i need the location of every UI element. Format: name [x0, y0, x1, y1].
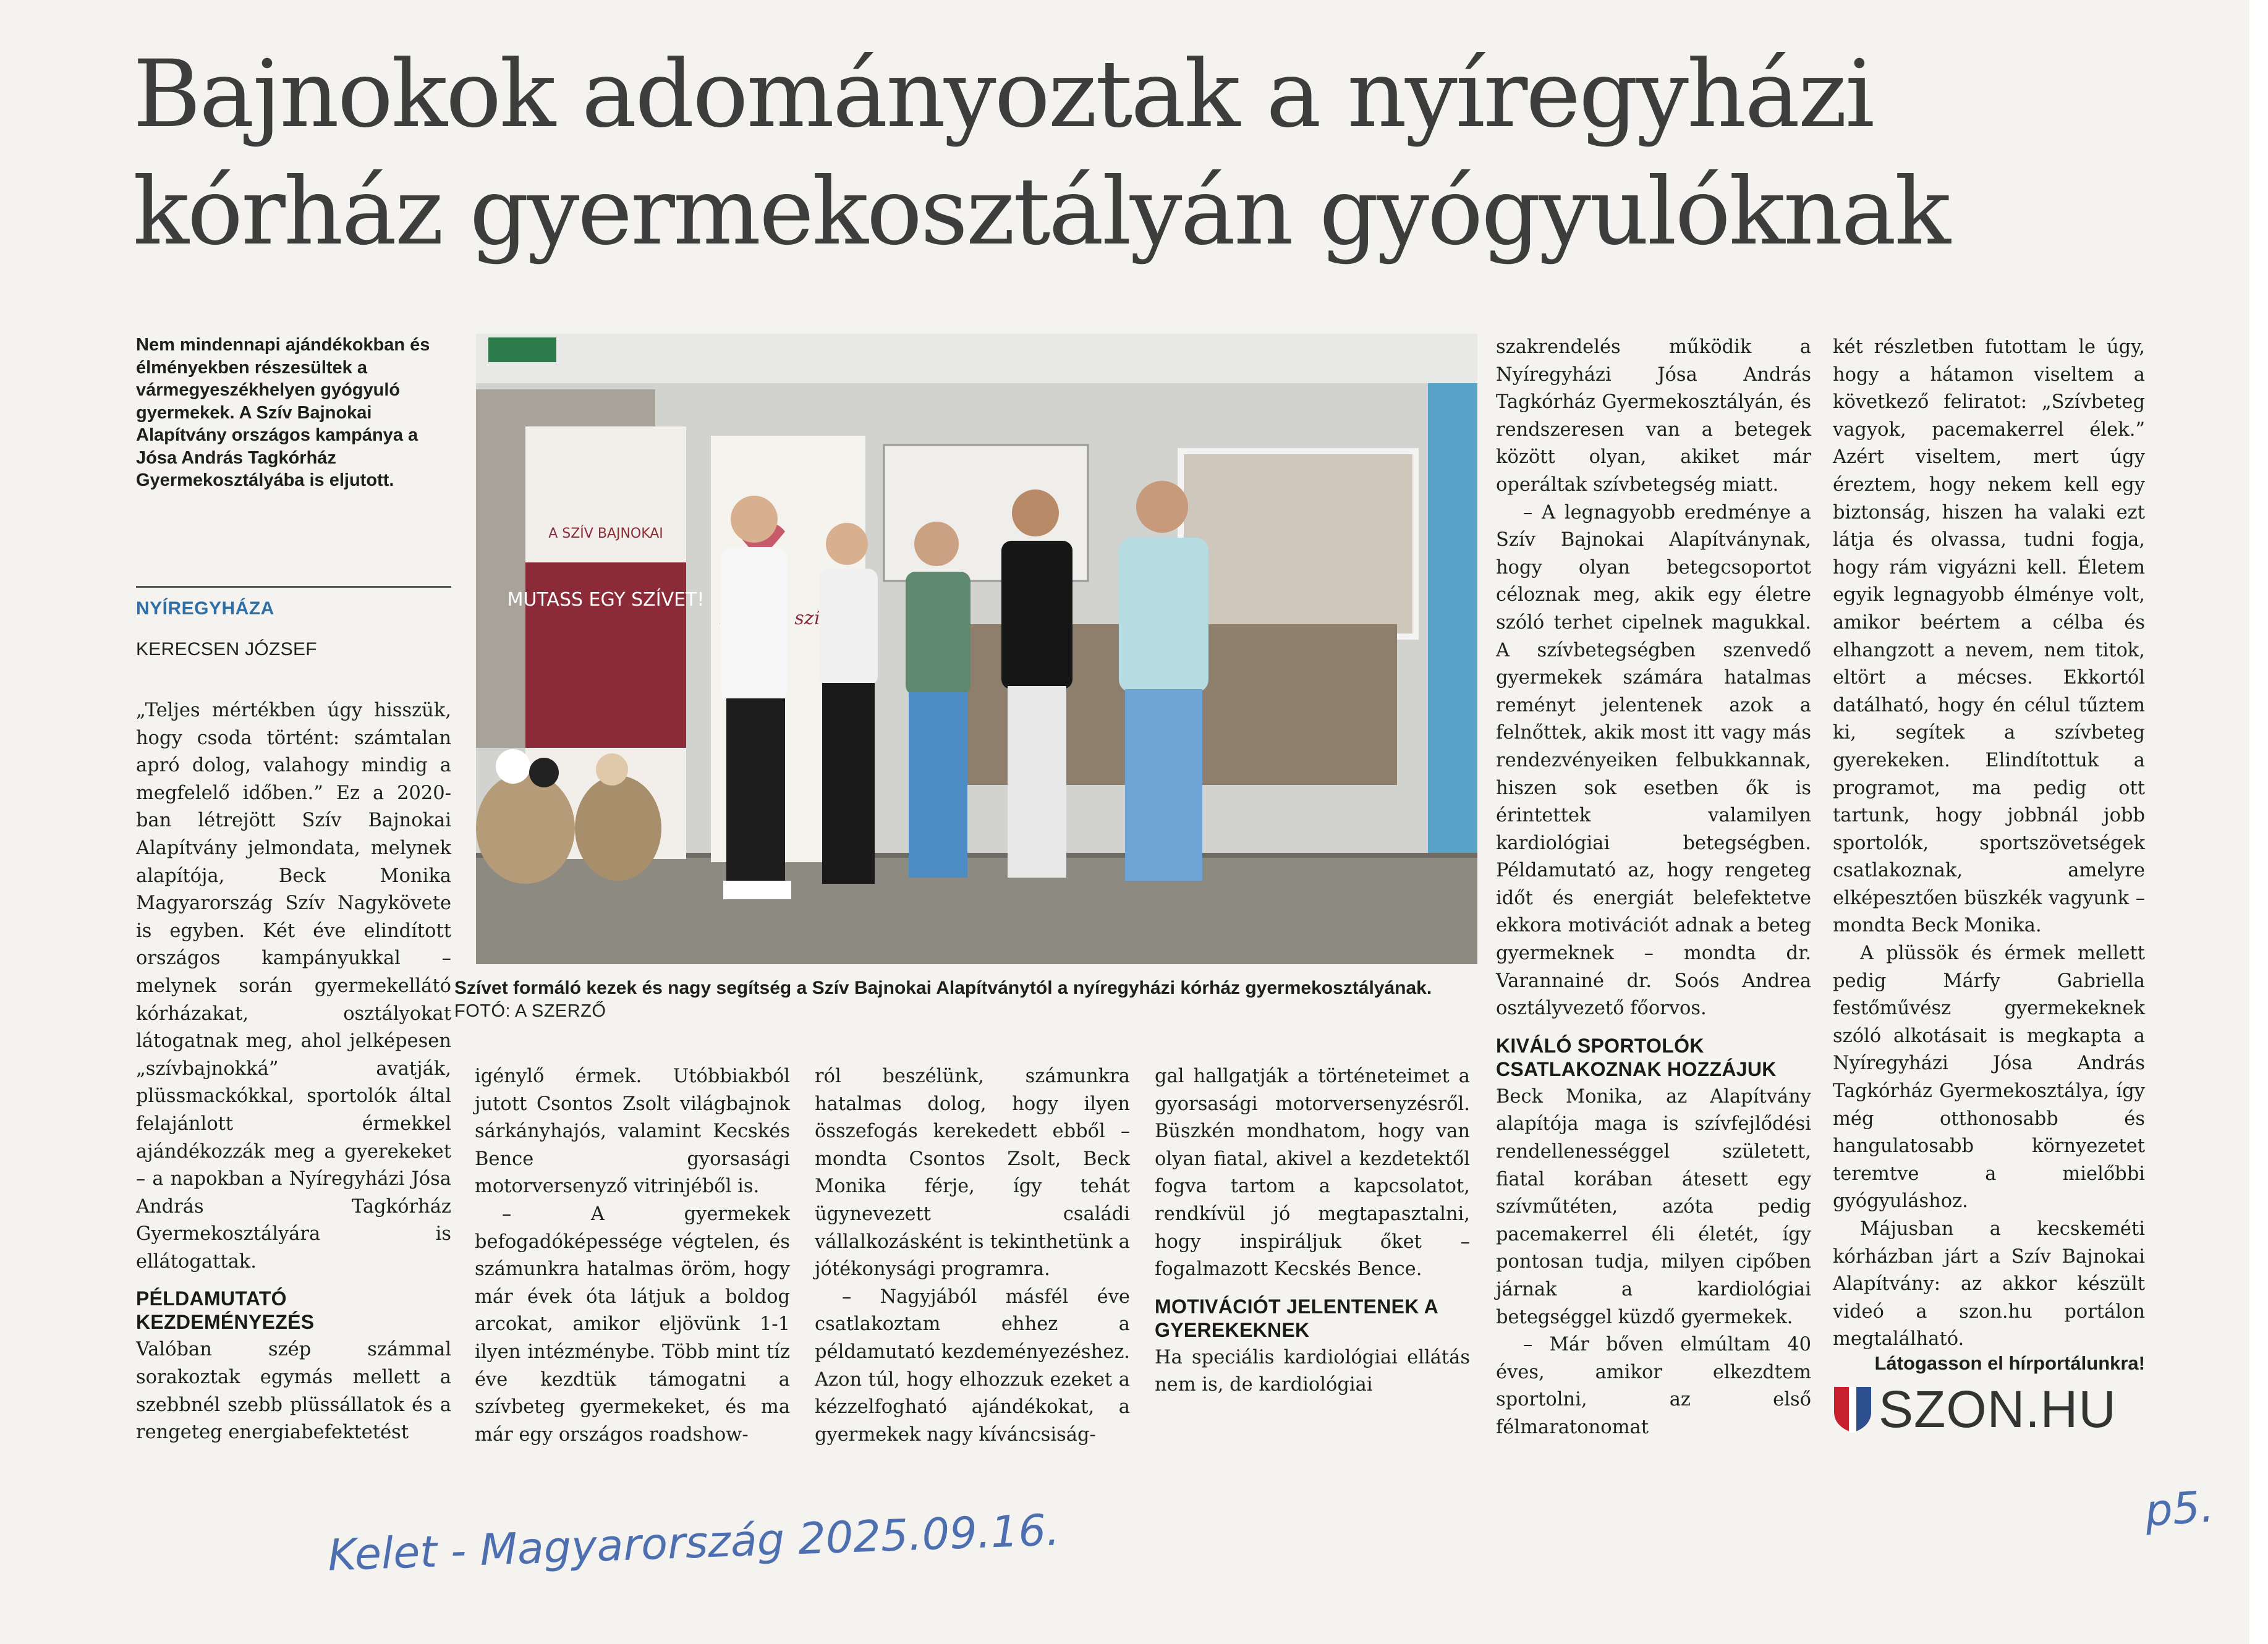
banner-mutass-text: MUTASS EGY SZÍVET!	[507, 589, 705, 611]
person	[1119, 481, 1208, 881]
author-byline: KERECSEN JÓZSEF	[136, 639, 317, 659]
plush-toy	[496, 749, 530, 784]
photo-caption	[454, 977, 1493, 1000]
body-paragraph: gal hallgatják a történeteimet a gyorsasági motorversenyzésről. Büszkén mondhatom, hogy van olyan fiatal, akivel a kezdetektől fogva tartom a kapcsolatot, rendkívül jó megtapasztalni, hogy inspiráljuk őket – fogalmazott Kecskés Bence.	[1155, 1066, 1470, 1281]
divider-rule	[136, 586, 451, 588]
body-paragraph: Májusban a kecskeméti kórházban járt a Szív Bajnokai Alapítvány: az akkor készült videó a szon.hu portálon megtalálható.	[1833, 1218, 2145, 1350]
article-column-3	[815, 1063, 1130, 1449]
portal-promo-text: Látogasson el hírportálunkra!	[1874, 1352, 2145, 1374]
photo-ceiling	[476, 334, 1477, 383]
person	[819, 523, 878, 884]
szon-logo	[1833, 1379, 2117, 1438]
person	[906, 522, 970, 878]
banner-logo-text: A SZÍV BAJNOKAI	[548, 526, 663, 541]
plush-toy	[529, 758, 559, 787]
body-paragraph: „Teljes mértékben úgy hisszük, hogy csoda történt: számtalan apró dolog, valahogy mindig a megfelelő időben.” Ez a 2020-ban létrejött Szív Bajnokai Alapítvány jelmondata, melynek alapítója, Beck Monika Magyarország Szív Nagykövete is egyben. Két éve elindított országos kampányukkal – melynek során gyermekellátó kórházakat, osztályokat látogatnak meg, ahol jelképesen „szívbajnokká” avatják, plüssmackókkal, sportolók által felajánlott érmekkel ajándékozzák meg a gyerekeket – a napokban a Nyíregyházi Jósa András Tagkórház Gyermekosztályára is ellátogattak.	[136, 700, 451, 1273]
lead-paragraph: Nem mindennapi ajándékokban és élményekben részesültek a vármegyeszékhelyen gyógyuló gyermekek. A Szív Bajnokai Alapítvány országos kampánya a Jósa András Tagkórház Gyermekosztályába is eljutott.	[136, 335, 430, 490]
headline	[133, 36, 2185, 271]
plush-basket	[575, 776, 661, 881]
plush-toy	[596, 753, 628, 786]
body-paragraph: igénylő érmek. Utóbbiakból jutott Csontos Zsolt világbajnok sárkányhajós, valamint Kecskés Bence gyorsasági motorversenyző vitrinjéből is.	[475, 1066, 790, 1198]
person	[1001, 489, 1072, 878]
body-paragraph: két részletben futottam le úgy, hogy a hátamon viseltem a következő feliratot: „Szívbeteg vagyok, pacemakerrel élek.” Azért viseltem, mert úgy éreztem, hogy nekem kell egy biztonság, hiszen ha valaki ezt látja és olvassa, tudni fogja, hogy rám vigyázni kell. Életem egyik legnagyobb élménye volt, amikor beértem a célba és elhangzott a nevem, nem titok, eltört a mécses. Ekkortól datálható, hogy én célul tűztem ki, segítek a szívbeteg gyerekeken. Elindítottuk a programot, ma pedig ott tartunk, hogy jobbnál jobb sportolók, sportszövetségek csatlakoznak, amelyre elképesztően büszkék vagyunk – mondta Beck Monika.	[1833, 336, 2145, 937]
exit-sign	[488, 337, 556, 362]
handwritten-source-note: Kelet - Magyarország 2025.09.16.	[326, 1504, 1061, 1581]
scan-border	[2249, 0, 2268, 1644]
subheading: KIVÁLÓ SPORTOLÓK CSATLAKOZNAK HOZZÁJUK	[1496, 1034, 1777, 1080]
wall-painting	[1181, 451, 1416, 637]
article-column-5	[1496, 334, 1811, 1442]
body-paragraph: Ha speciális kardiológiai ellátás nem is, de kardiológiai	[1155, 1346, 1470, 1396]
body-paragraph: Beck Monika, az Alapítvány alapítója maga is szívfejlődési rendellenességgel született, fiatal korában átesett egy szívműtéten, azóta pedig pacemakerrel éli életét, így pontosan tudja, milyen cipőben járnak a kardiológiai betegséggel küzdő gyermekek.	[1496, 1085, 1811, 1328]
szon-logo-text: SZON.HU	[1879, 1379, 2117, 1438]
article-column-2	[475, 1063, 790, 1449]
subheading: PÉLDAMUTATÓ KEZDEMÉNYEZÉS	[136, 1287, 315, 1334]
body-paragraph: Valóban szép számmal sorakoztak egymás mellett a szebbnél szebb plüssállatok és a rengeteg energiabefektetést	[136, 1339, 451, 1444]
headline-line-2: kórház gyermekosztályán gyógyulóknak	[133, 158, 1949, 266]
body-paragraph: ról beszélünk, számunkra hatalmas dolog, hogy ilyen összefogás kerekedett ebből – mondta Csontos Zsolt, Beck Monika férje, így tehát ügynevezett családi vállalkozásként is tekinthetünk a jótékonysági programra.	[815, 1066, 1130, 1281]
shield-icon	[1833, 1384, 1872, 1434]
person	[720, 496, 791, 899]
article-column-1	[136, 697, 451, 1447]
photo-illustration	[476, 334, 1477, 964]
photo-credit: FOTÓ: A SZERZŐ	[454, 1001, 606, 1021]
body-paragraph: A plüssök és érmek mellett pedig Márfy Gabriella festőművész gyermekeknek szóló alkotásait is megkapta a Nyíregyházi Jósa András Tagkórház Gyermekosztálya, így még otthonosabb és hangulatosabb környezetet teremtve a mielőbbi gyógyuláshoz.	[1833, 943, 2145, 1213]
article-photo	[476, 334, 1477, 964]
handwritten-page-note: p5.	[2143, 1481, 2215, 1536]
headline-line-1: Bajnokok adományoztak a nyíregyházi	[133, 41, 1873, 148]
photo-right-door	[1428, 383, 1477, 853]
location-label: NYÍREGYHÁZA	[136, 598, 274, 619]
photo-caption-text: Szívet formáló kezek és nagy segítség a Szív Bajnokai Alapítványtól a nyíregyházi kórház gyermekosztályának.	[454, 978, 1432, 998]
body-paragraph: – A legnagyobb eredménye a Szív Bajnokai Alapítványnak, hogy olyan betegcsoportot céloznak meg, akik egy életre szóló terhet cipelnek magukkal. A szívbetegségben szenvedő gyermekek számára hatalmas reményt jelentenek azok a felnőttek, akik most itt vagy más rendezvényeiken felbukkannak, hiszen sok esetben ők is érintettek valamilyen kardiológiai betegségben. Példamutató az, hogy rengeteg időt és energiát belefektetve ekkora motivációt adnak a beteg gyermeknek – mondta dr. Varannainé dr. Soós Andrea osztályvezető főorvos.	[1496, 501, 1811, 1020]
body-paragraph: – A gyermekek befogadóképessége végtelen, és számunkra hatalmas öröm, hogy már évek óta látjuk a boldog arcokat, amikor eljövünk 1-1 ilyen intézménybe. Több mint tíz éve kezdtük támogatni a szívbeteg gyermekeket, és ma már egy országos roadshow-	[475, 1203, 790, 1446]
plush-basket	[476, 773, 575, 884]
article-column-4	[1155, 1063, 1470, 1399]
body-paragraph: – Nagyjából másfél éve csatlakoztam ehhez a példamutató kezdeményezéshez. Azon túl, hogy elhozzuk ezeket a kézzelfogható ajándékokat, a gyermekek nagy kíváncsiság-	[815, 1286, 1130, 1446]
body-paragraph: szakrendelés működik a Nyíregyházi Jósa András Tagkórház Gyermekosztályán, és rendszeresen van a betegek között olyan, akiket már operáltak szívbetegség miatt.	[1496, 336, 1811, 496]
body-paragraph: – Már bőven elmúltam 40 éves, amikor elkezdtem sportolni, az első félmaratonomat	[1496, 1334, 1811, 1438]
subheading: MOTIVÁCIÓT JELENTENEK A GYEREKEKNEK	[1155, 1295, 1438, 1341]
article-column-6	[1833, 334, 2145, 1354]
